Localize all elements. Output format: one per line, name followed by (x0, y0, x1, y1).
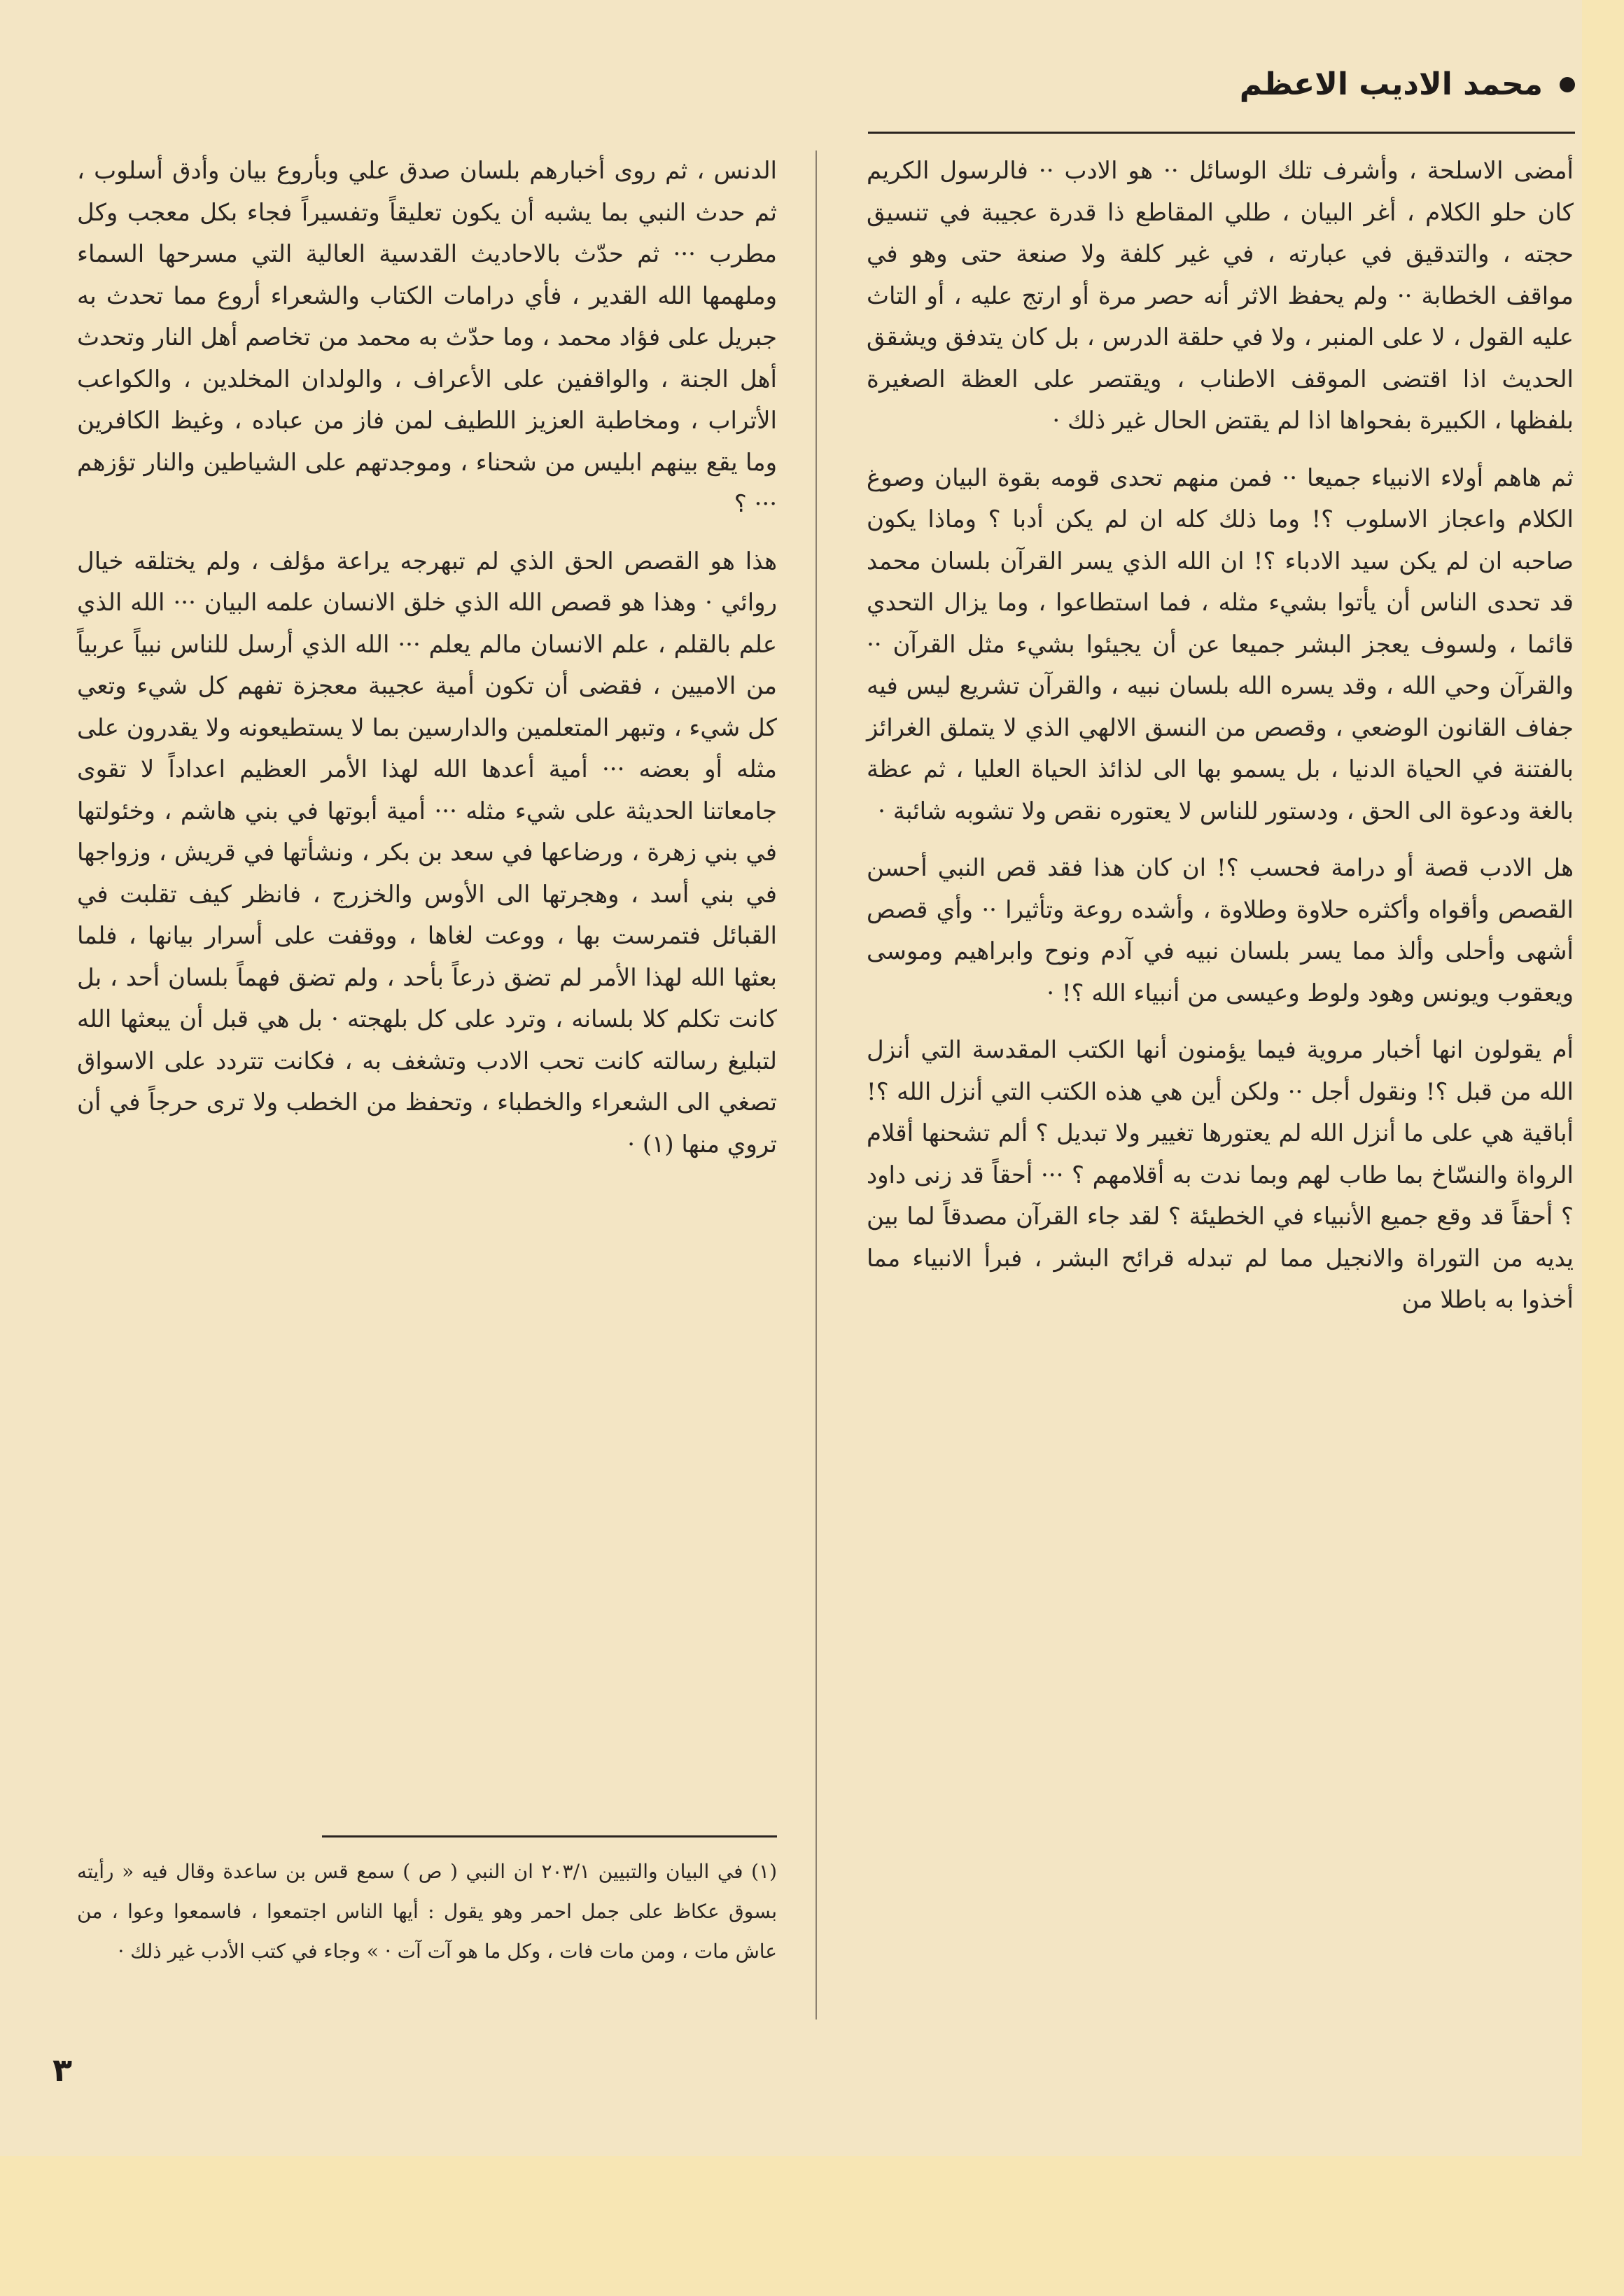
paragraph: الدنس ، ثم روى أخبارهم بلسان صدق علي وبأروع بيان وأدق أسلوب ، ثم حدث النبي بما يشبه أن يكون تعليقاً وتفسيراً فجاء بكل معجب وكل مطرب ··· ثم حدّث بالاحاديث القدسية العالية التي مسرحها السماء وملهمها الله القدير ، فأي درامات الكتاب والشعراء أروع مما تحدث به جبريل على فؤاد محمد ، وما حدّث به محمد من تخاصم أهل النار وتحدث أهل الجنة ، والواقفين على الأعراف ، والولدان المخلدين ، والكواعب الأتراب ، ومخاطبة العزيز اللطيف لمن فاز من عباده ، وغيظ الكافرين وما يقع بينهم ابليس من شحناء ، وموجدتهم على الشياطين والنار تؤزهم ··· ؟ (77, 157, 777, 518)
page-number: ٣ (52, 2051, 73, 2089)
paragraph: أم يقولون انها أخبار مروية فيما يؤمنون أنها الكتب المقدسة التي أنزل الله من قبل ؟! ونقول أجل ·· ولكن أين هي هذه الكتب التي أنزل الله ؟! أباقية هي على ما أنزل الله لم يعتورها تغيير ولا تبديل ؟ ألم تشحنها أقلام الرواة والنسّاخ بما طاب لهم وبما ندت به أقلامهم ؟ ··· أحقاً قد زنى داود ؟ أحقاً قد وقع جميع الأنبياء في الخطيئة ؟ لقد جاء القرآن مصدقاً لما بين يديه من التوراة والانجيل مما لم تبدله قرائح البشر ، فبرأ الانبياء مما أخذوا به باطلا من (867, 1036, 1574, 1314)
footnote: (١) في البيان والتبيين ٢٠٣/١ ان النبي ( ص ) سمع قس بن ساعدة وقال فيه « رأيته بسوق عكاظ على جمل احمر وهو يقول : أيها الناس اجتمعوا ، فاسمعوا وعوا ، من عاش مات ، ومن مات فات ، وكل ما هو آت آت · » وجاء في كتب الأدب غير ذلك · (77, 1860, 777, 1963)
paragraph: أمضى الاسلحة ، وأشرف تلك الوسائل ·· هو الادب ·· فالرسول الكريم كان حلو الكلام ، أغر البيان ، طلي المقاطع ذا قدرة عجيبة في تنسيق حجته ، والتدقيق في عبارته ، في غير كلفة ولا صنعة حتى وهو في مواقف الخطابة ·· ولم يحفظ الاثر أنه حصر مرة أو ارتج عليه ، أو التاث عليه القول ، لا على المنبر ، ولا في حلقة الدرس ، بل كان يتدفق ويشقق الحديث اذا اقتضى الموقف الاطناب ، ويقتصر على العظة الصغيرة بلفظها ، الكبيرة بفحواها اذا لم يقتض الحال غير ذلك · (867, 157, 1574, 435)
scan-margin-right (1582, 0, 1624, 2156)
scan-margin-bottom (0, 2156, 1624, 2296)
column-divider (816, 150, 817, 2019)
paragraph: هذا هو القصص الحق الذي لم تبهرجه يراعة مؤلف ، ولم يختلقه خيال روائي · وهذا هو قصص الله الذي خلق الانسان علمه البيان ··· الله الذي علم بالقلم ، علم الانسان مالم يعلم ··· الله الذي أرسل للناس نبياً عربياً من الاميين ، فقضى أن تكون أمية عجيبة معجزة تفهم كل شيء وتعي كل شيء ، وتبهر المتعلمين والدارسين بما لا يستطيعونه ولا يقدرون على مثله أو بعضه ··· أمية أعدها الله لهذا الأمر العظيم اعداداً لا تقوى جامعاتنا الحديثة على شيء مثله ··· أمية أبوتها في بني هاشم ، وخئولتها في بني زهرة ، ورضاعها في سعد بن بكر ، ونشأتها في قريش ، وزواجها في بني أسد ، وهجرتها الى الأوس والخزرج ، فانظر كيف تقلبت في القبائل فتمرست بها ، ووعت لغاها ، ووقفت على أسرار بيانها ، فلما بعثها الله لهذا الأمر لم تضق ذرعاً بأحد ، ولم تضق فهماً بلسان أحد ، بل كانت تكلم كلا بلسانه ، وترد على كل بلهجته · بل هي قبل أن يبعثها الله لتبليغ رسالته كانت تحب الادب وتشغف به ، فكانت تتردد على الاسواق تصغي الى الشعراء والخطباء ، وتحفظ من الخطب ولا ترى حرجاً في أن تروي منها (١) · (77, 547, 777, 1158)
running-header (1240, 66, 1575, 102)
paragraph: ثم هاهم أولاء الانبياء جميعا ·· فمن منهم تحدى قومه بقوة البيان وصوغ الكلام واعجاز الاسلوب ؟! وما ذلك كله ان لم يكن أدبا ؟ وماذا يكون صاحبه ان لم يكن سيد الادباء ؟! ان الله الذي يسر القرآن بلسان محمد قد تحدى الناس أن يأتوا بشيء مثله ، فما استطاعوا ، وما يزال التحدي قائما ، ولسوف يعجز البشر جميعا عن أن يجيئوا بشيء مثل القرآن ·· والقرآن وحي الله ، وقد يسره الله بلسان نبيه ، والقرآن تشريع ليس فيه جفاف القانون الوضعي ، وقصص من النسق الالهي الذي لا يتملق الغرائز بالفتنة في الحياة الدنيا ، بل يسمو بها الى لذائذ الحياة العليا ، ثم عظة بالغة ودعوة الى الحق ، ودستور للناس لا يعتوره نقص ولا تشوبه شائبة · (867, 463, 1574, 825)
running-header-title: محمد الاديب الاعظم (1239, 66, 1543, 102)
bullet-icon (1560, 77, 1575, 92)
paragraph: هل الادب قصة أو درامة فحسب ؟! ان كان هذا فقد قص النبي أحسن القصص وأقواه وأكثره حلاوة وطلاوة ، وأشده روعة وتأثيرا ·· وأي قصص أشهى وأحلى وألذ مما يسر بلسان نبيه في آدم ونوح وابراهيم وموسى ويعقوب ويونس وهود ولوط وعيسى من أنبياء الله ؟! · (867, 854, 1574, 1007)
header-rule (868, 132, 1575, 134)
left-column (77, 150, 777, 1181)
right-column (867, 150, 1574, 1337)
footnote-rule (322, 1835, 777, 1837)
